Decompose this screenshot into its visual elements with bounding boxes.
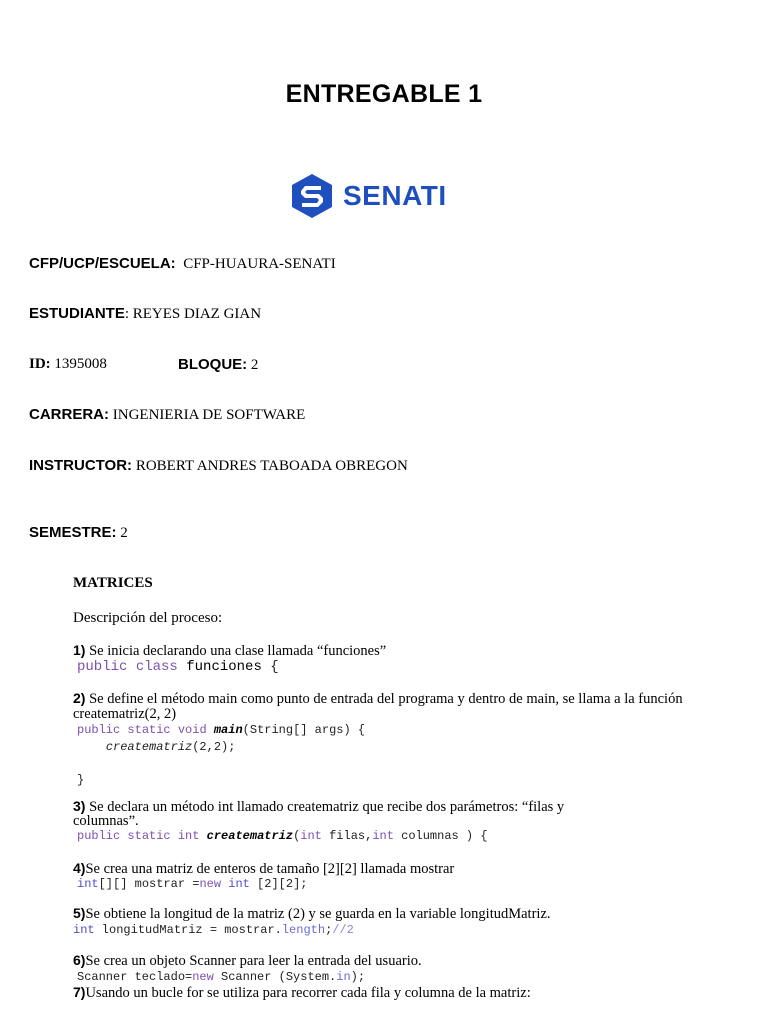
step-5 <box>73 905 551 922</box>
section-heading: MATRICES <box>73 575 153 591</box>
code-matrix-declaration: int[][] mostrar =new int [2][2]; <box>77 877 308 891</box>
code-main-call: creatematriz(2,2); <box>105 740 236 754</box>
student-label: ESTUDIANTE <box>29 305 125 322</box>
cfp-value: CFP-HUAURA-SENATI <box>183 256 336 272</box>
code-length-assignment: int longitudMatriz = mostrar.length;//2 <box>73 923 354 937</box>
step-text: Se define el método main como punto de entrada del programa y dentro de main, se llama a la función <box>85 691 683 707</box>
field-semestre <box>29 524 128 542</box>
step-3 <box>73 798 564 815</box>
semestre-value: 2 <box>120 525 128 541</box>
step-text: Se crea un objeto Scanner para leer la entrada del usuario. <box>85 953 422 969</box>
senati-logo-icon <box>290 173 334 219</box>
step-number: 3) <box>73 798 86 814</box>
id-label: ID: <box>29 356 51 372</box>
step-6 <box>73 952 422 969</box>
code-main-method: public static void main(String[] args) { <box>77 723 366 737</box>
student-value: : REYES DIAZ GIAN <box>124 306 262 322</box>
step-4 <box>73 860 454 877</box>
field-instructor <box>29 457 408 475</box>
step-text: Se crea una matriz de enteros de tamaño [2][2] llamada mostrar <box>85 861 455 877</box>
step-number: 2) <box>73 690 86 706</box>
code-class-declaration: public class funciones { <box>77 659 279 675</box>
step-2-continued: creatematriz(2, 2) <box>73 706 177 722</box>
step-2 <box>73 690 683 707</box>
process-label: Descripción del proceso: <box>73 610 223 626</box>
carrera-label: CARRERA: <box>29 406 109 423</box>
field-id <box>29 356 107 373</box>
step-1 <box>73 642 386 659</box>
instructor-label: INSTRUCTOR: <box>29 457 133 474</box>
step-number: 6) <box>73 952 86 968</box>
step-number: 4) <box>73 860 86 876</box>
bloque-value: 2 <box>250 357 259 373</box>
logo-wordmark: SENATI <box>343 180 447 211</box>
code-creatematriz-signature: public static int creatematriz(int filas,int columnas ) { <box>77 829 488 843</box>
code-scanner-creation: Scanner teclado=new Scanner (System.in); <box>77 970 366 984</box>
field-cfp <box>29 255 336 273</box>
instructor-value: ROBERT ANDRES TABOADA OBREGON <box>135 458 408 474</box>
bloque-label: BLOQUE: <box>178 356 248 373</box>
step-text: Se declara un método int llamado creatematriz que recibe dos parámetros: “filas y <box>85 799 565 815</box>
step-number: 1) <box>73 642 86 658</box>
step-number: 7) <box>73 984 86 1000</box>
step-text: Se obtiene la longitud de la matriz (2) y se guarda en la variable longitudMatriz. <box>85 906 551 922</box>
step-3-continued: columnas”. <box>73 813 139 829</box>
senati-logo <box>290 173 447 219</box>
step-text: Se inicia declarando una clase llamada “funciones” <box>85 643 387 659</box>
code-main-close: } <box>77 773 85 787</box>
step-7 <box>73 984 531 1001</box>
step-number: 5) <box>73 905 86 921</box>
field-bloque <box>178 356 258 374</box>
semestre-label: SEMESTRE: <box>29 524 117 541</box>
document-title: ENTREGABLE 1 <box>285 80 483 108</box>
field-carrera <box>29 406 305 424</box>
field-student <box>29 305 261 323</box>
step-text: Usando un bucle for se utiliza para recorrer cada fila y columna de la matriz: <box>85 985 531 1001</box>
id-value: 1395008 <box>54 356 107 372</box>
cfp-label: CFP/UCP/ESCUELA: <box>29 255 176 272</box>
carrera-value: INGENIERIA DE SOFTWARE <box>112 407 306 423</box>
